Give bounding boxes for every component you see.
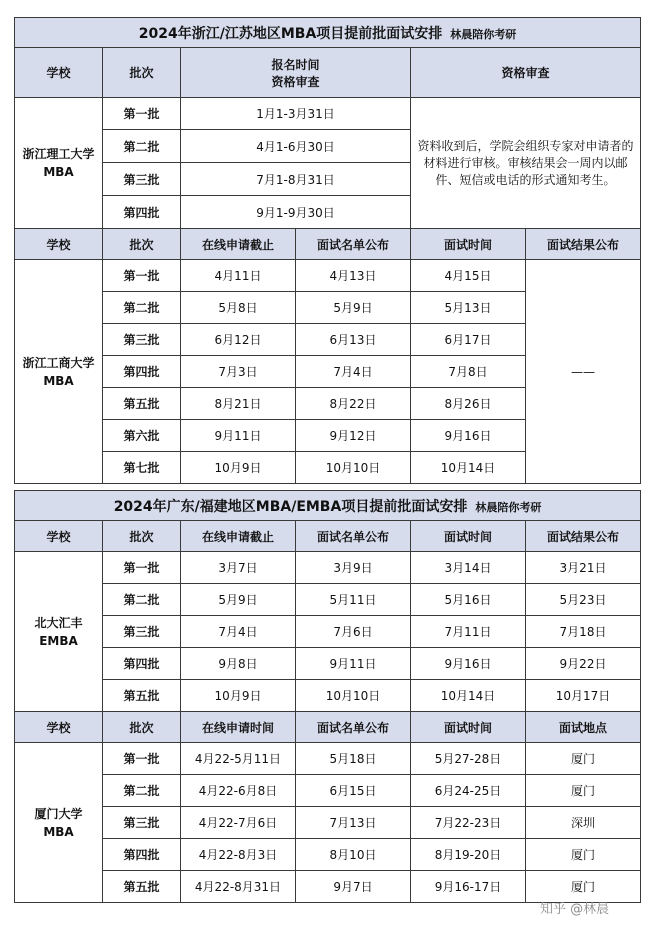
list-cell: 5月11日	[296, 584, 411, 616]
header-interview-time: 面试时间	[411, 521, 526, 552]
table-row	[15, 807, 641, 839]
interview-cell: 4月15日	[411, 260, 526, 292]
result-cell: 10月17日	[526, 680, 641, 712]
school-name: 浙江理工大学	[22, 147, 95, 161]
batch-cell: 第一批	[103, 260, 181, 292]
school-name: 北大汇丰	[34, 615, 83, 630]
list-cell: 10月10日	[296, 452, 411, 484]
list-cell: 6月15日	[296, 775, 411, 807]
deadline-cell: 10月9日	[181, 680, 296, 712]
batch-cell: 第三批	[103, 616, 181, 648]
apply-time-cell: 1月1-3月31日	[181, 98, 411, 130]
list-cell: 9月11日	[296, 648, 411, 680]
interview-cell: 6月17日	[411, 324, 526, 356]
batch-cell: 第四批	[103, 196, 181, 229]
batch-cell: 第五批	[103, 680, 181, 712]
header-list-publish: 面试名单公布	[296, 712, 411, 743]
batch-cell: 第一批	[103, 743, 181, 775]
location-cell: 厦门	[526, 871, 641, 903]
table-row	[15, 680, 641, 712]
batch-cell: 第三批	[103, 163, 181, 196]
table-row	[15, 552, 641, 584]
apply-time-cell: 4月22-8月31日	[181, 871, 296, 903]
guangdong-fujian-schedule-table	[14, 490, 641, 903]
deadline-cell: 3月7日	[181, 552, 296, 584]
batch-cell: 第二批	[103, 292, 181, 324]
batch-cell: 第四批	[103, 839, 181, 871]
interview-cell: 7月11日	[411, 616, 526, 648]
header-apply-time-line2: 资格审查	[271, 74, 320, 89]
location-cell: 厦门	[526, 775, 641, 807]
apply-time-cell: 4月22-8月3日	[181, 839, 296, 871]
header-review: 资格审查	[411, 48, 641, 98]
school-xmu	[15, 743, 103, 903]
deadline-cell: 7月4日	[181, 616, 296, 648]
header-batch: 批次	[103, 521, 181, 552]
section1-title	[15, 18, 641, 48]
review-note: 资料收到后，学院会组织专家对申请者的材料进行审核。审核结果会一周内以邮件、短信或电话的形式通知考生。	[411, 98, 641, 229]
header-list-publish: 面试名单公布	[296, 521, 411, 552]
table-row	[15, 260, 641, 292]
list-cell: 5月18日	[296, 743, 411, 775]
table-row	[15, 775, 641, 807]
header-interview-time: 面试时间	[411, 229, 526, 260]
header-apply-time-line1: 报名时间	[271, 57, 320, 72]
result-cell: 7月18日	[526, 616, 641, 648]
interview-cell: 10月14日	[411, 452, 526, 484]
school-name: 浙江工商大学	[22, 355, 95, 370]
section2-title	[15, 491, 641, 521]
school-program: MBA	[43, 165, 74, 179]
list-cell: 8月10日	[296, 839, 411, 871]
header-list-publish: 面试名单公布	[296, 229, 411, 260]
apply-time-cell: 4月22-6月8日	[181, 775, 296, 807]
zhihu-watermark: 知乎 @林晨	[540, 902, 610, 917]
deadline-cell: 6月12日	[181, 324, 296, 356]
deadline-cell: 5月8日	[181, 292, 296, 324]
school-name: 厦门大学	[34, 806, 83, 821]
deadline-cell: 8月21日	[181, 388, 296, 420]
batch-cell: 第四批	[103, 356, 181, 388]
list-cell: 7月4日	[296, 356, 411, 388]
apply-time-cell: 4月22-5月11日	[181, 743, 296, 775]
interview-cell: 6月24-25日	[411, 775, 526, 807]
header-interview-time: 面试时间	[411, 712, 526, 743]
list-cell: 9月12日	[296, 420, 411, 452]
table-row	[15, 839, 641, 871]
header-apply-deadline: 在线申请截止	[181, 229, 296, 260]
batch-cell: 第五批	[103, 871, 181, 903]
batch-cell: 第二批	[103, 130, 181, 163]
table-row	[15, 584, 641, 616]
section2-subtitle: 林晨陪你考研	[475, 500, 542, 514]
list-cell: 6月13日	[296, 324, 411, 356]
school-program: EMBA	[39, 633, 78, 648]
interview-cell: 10月14日	[411, 680, 526, 712]
deadline-cell: 10月9日	[181, 452, 296, 484]
batch-cell: 第三批	[103, 324, 181, 356]
batch-cell: 第一批	[103, 552, 181, 584]
interview-cell: 5月16日	[411, 584, 526, 616]
interview-cell: 3月14日	[411, 552, 526, 584]
deadline-cell: 9月11日	[181, 420, 296, 452]
result-cell: 5月23日	[526, 584, 641, 616]
batch-cell: 第二批	[103, 584, 181, 616]
batch-cell: 第五批	[103, 388, 181, 420]
batch-cell: 第四批	[103, 648, 181, 680]
batch-cell: 第七批	[103, 452, 181, 484]
deadline-cell: 4月11日	[181, 260, 296, 292]
section1-title-text: 2024年浙江/江苏地区MBA项目提前批面试安排	[138, 25, 443, 42]
header-school: 学校	[15, 229, 103, 260]
list-cell: 4月13日	[296, 260, 411, 292]
deadline-cell: 7月3日	[181, 356, 296, 388]
location-cell: 深圳	[526, 807, 641, 839]
apply-time-cell: 4月1-6月30日	[181, 130, 411, 163]
interview-cell: 7月22-23日	[411, 807, 526, 839]
header-school: 学校	[15, 521, 103, 552]
table-row	[15, 743, 641, 775]
list-cell: 7月6日	[296, 616, 411, 648]
school-program: MBA	[43, 373, 74, 388]
batch-cell: 第二批	[103, 775, 181, 807]
table-row	[15, 648, 641, 680]
header-result-publish: 面试结果公布	[526, 229, 641, 260]
interview-cell: 7月8日	[411, 356, 526, 388]
interview-cell: 9月16日	[411, 648, 526, 680]
interview-cell: 9月16日	[411, 420, 526, 452]
zhejiang-schedule-table	[14, 17, 641, 484]
header-batch: 批次	[103, 712, 181, 743]
zjut-header-row	[15, 48, 641, 98]
batch-cell: 第六批	[103, 420, 181, 452]
deadline-cell: 9月8日	[181, 648, 296, 680]
header-result-publish: 面试结果公布	[526, 521, 641, 552]
list-cell: 3月9日	[296, 552, 411, 584]
header-school: 学校	[15, 712, 103, 743]
location-cell: 厦门	[526, 839, 641, 871]
interview-cell: 9月16-17日	[411, 871, 526, 903]
apply-time-cell: 4月22-7月6日	[181, 807, 296, 839]
header-batch: 批次	[103, 48, 181, 98]
school-program: MBA	[43, 824, 74, 839]
list-cell: 8月22日	[296, 388, 411, 420]
header-apply-time: 在线申请时间	[181, 712, 296, 743]
batch-cell: 第一批	[103, 98, 181, 130]
list-cell: 10月10日	[296, 680, 411, 712]
header-apply-deadline: 在线申请截止	[181, 521, 296, 552]
list-cell: 7月13日	[296, 807, 411, 839]
location-cell: 厦门	[526, 743, 641, 775]
school-zjgsu	[15, 260, 103, 484]
school-pku-hsbc	[15, 552, 103, 712]
xmu-header-row	[15, 712, 641, 743]
apply-time-cell: 7月1-8月31日	[181, 163, 411, 196]
interview-cell: 5月13日	[411, 292, 526, 324]
header-interview-location: 面试地点	[526, 712, 641, 743]
interview-cell: 5月27-28日	[411, 743, 526, 775]
result-cell: ——	[526, 260, 641, 484]
section2-title-text: 2024年广东/福建地区MBA/EMBA项目提前批面试安排	[113, 498, 468, 515]
school-zjut	[15, 98, 103, 229]
header-batch: 批次	[103, 229, 181, 260]
section1-subtitle: 林晨陪你考研	[450, 27, 517, 41]
table-row	[15, 98, 641, 130]
result-cell: 3月21日	[526, 552, 641, 584]
header-school: 学校	[15, 48, 103, 98]
pku-header-row	[15, 521, 641, 552]
table-row	[15, 616, 641, 648]
interview-cell: 8月19-20日	[411, 839, 526, 871]
zjgsu-header-row	[15, 229, 641, 260]
apply-time-cell: 9月1-9月30日	[181, 196, 411, 229]
list-cell: 5月9日	[296, 292, 411, 324]
deadline-cell: 5月9日	[181, 584, 296, 616]
interview-cell: 8月26日	[411, 388, 526, 420]
list-cell: 9月7日	[296, 871, 411, 903]
batch-cell: 第三批	[103, 807, 181, 839]
result-cell: 9月22日	[526, 648, 641, 680]
header-apply-time	[181, 48, 411, 98]
